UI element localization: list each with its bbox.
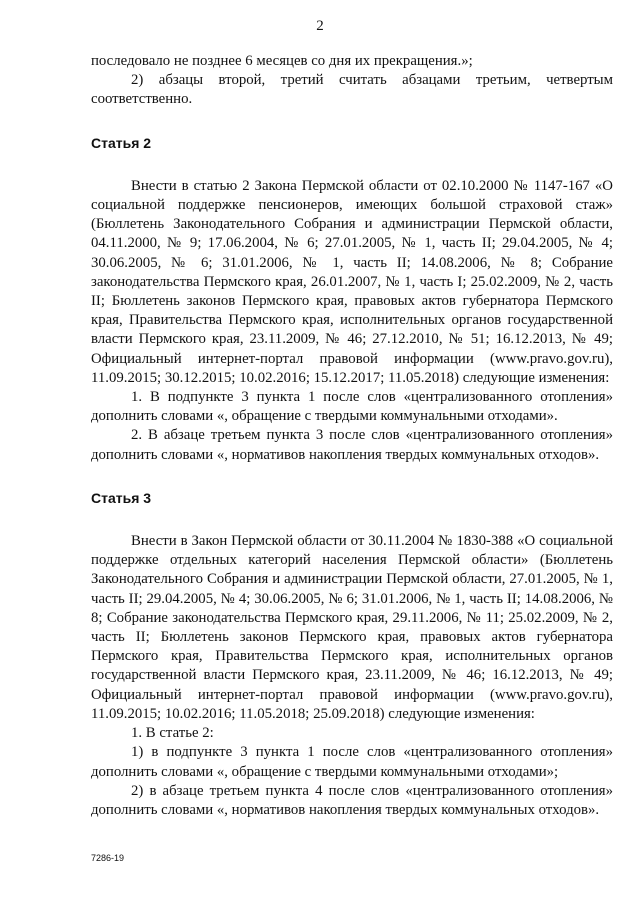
article-2-item-1: 1. В подпункте 3 пункта 1 после слов «централизованного отопления» дополнить словами «, обращение с твердыми коммунальными отходами». (91, 389, 613, 425)
article-3-subitem-2: 2) в абзаце третьем пункта 4 после слов «централизованного отопления» дополнить словами «, нормативов накопления твердых коммунальных отходов». (91, 782, 613, 818)
article-3-heading: Статья 3 (91, 489, 152, 506)
article-2-heading: Статья 2 (91, 134, 152, 151)
article-3-item-1: 1. В статье 2: (131, 725, 214, 742)
intro-item-2: 2) абзацы второй, третий считать абзацами третьим, четвертым соответственно. (91, 72, 613, 108)
article-2-lead: Внести в статью 2 Закона Пермской области от 02.10.2000 № 1147-167 «О социальной поддержке пенсионеров, имеющих большой страховой стаж» (Бюллетень Законодательного Собрания и администрации Пермской области, 04.11.2000, № 9; 17.06.2004, № 6; 27.01.2005, № 1, часть II; 29.04.2005, № 4; 30.06.2005, № 6; 31.01.2006, № 1, часть II; 14.08.2006, № 8; Собрание законодательства Пермского края, 26.01.2007, № 1, часть I; 25.02.2009, № 2, часть II; Бюллетень законов Пермского края, правовых актов губернатора Пермского края, Правительства Пермского края, исполнительных органов государственной власти Пермского края, 23.11.2009, № 46; 27.12.2010, № 51; 16.12.2013, № 49; Официальный интернет-портал правовой информации (www.pravo.gov.ru), 11.09.2015; 30.12.2015; 10.02.2016; 15.12.2017; 11.05.2018) следующие изменения: (91, 177, 613, 386)
intro-line: последовало не позднее 6 месяцев со дня их прекращения.»; (91, 53, 473, 69)
article-2-item-2: 2. В абзаце третьем пункта 3 после слов «централизованного отопления» дополнить словами «, нормативов накопления твердых коммунальных отходов». (91, 427, 613, 463)
page-number: 2 (316, 18, 324, 34)
document-body (91, 52, 613, 820)
article-3-lead: Внести в Закон Пермской области от 30.11.2004 № 1830-388 «О социальной поддержке отдельных категорий населения Пермской области» (Бюллетень Законодательного Собрания и администрации Пермской области, 27.01.2005, № 1, часть II; 29.04.2005, № 4; 30.06.2005, № 6; 31.01.2006, № 1, часть II; 14.08.2006, № 8; Собрание законодательства Пермского края, 29.11.2006, № 11; 25.02.2009, № 2, часть II; Бюллетень законов Пермского края, правовых актов губернатора Пермского края, Правительства Пермского края, исполнительных органов государственной власти Пермского края, 23.11.2009, № 46; 16.12.2013, № 49; Официальный интернет-портал правовой информации (www.pravo.gov.ru), 11.09.2015; 10.02.2016; 11.05.2018; 25.09.2018) следующие изменения: (91, 533, 613, 722)
article-3-subitem-1: 1) в подпункте 3 пункта 1 после слов «централизованного отопления» дополнить словами «, обращение с твердыми коммунальными отходами»; (91, 744, 613, 780)
document-code: 7286-19 (91, 853, 125, 863)
